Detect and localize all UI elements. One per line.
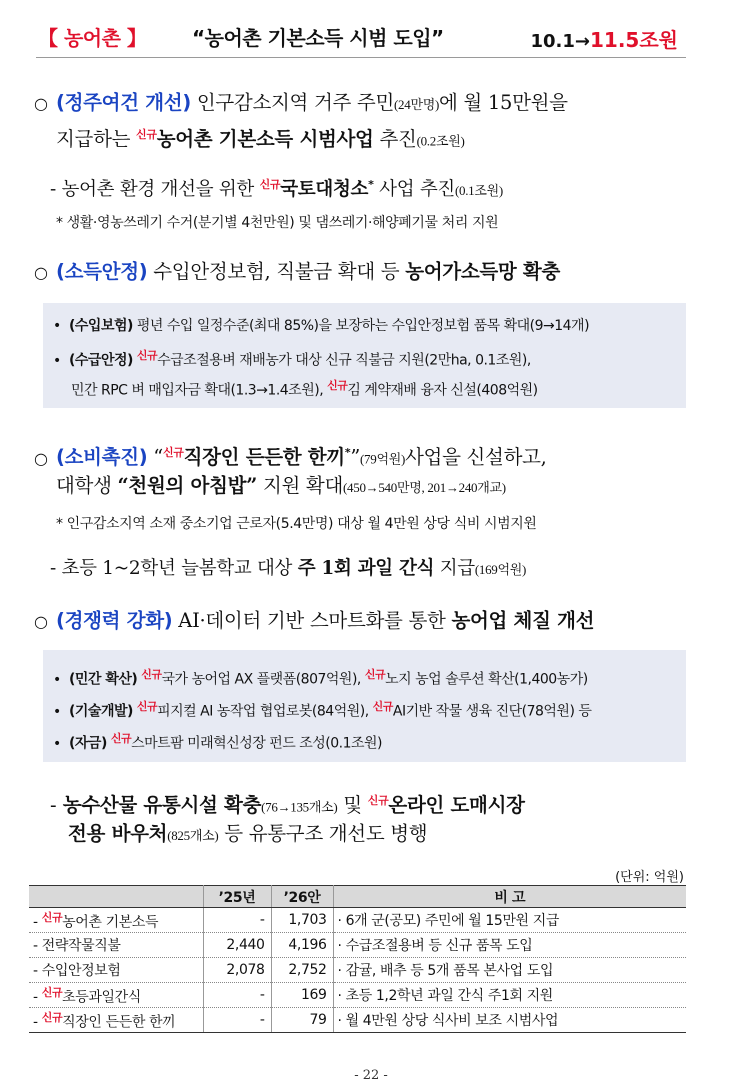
new-badge: 신규 [41, 985, 63, 999]
table-row [29, 933, 686, 958]
table-cell-remark: · 6개 군(공모) 주민에 월 15만원 지급 [333, 908, 686, 933]
section-4-text: AI·데이터 기반 스마트화를 통한 [172, 609, 452, 632]
dash-bullet: - [50, 179, 56, 201]
section-1-text-4: 추진 [373, 127, 417, 151]
table-cell-remark: · 초등 1,2학년 과일 간식 주1회 지원 [333, 983, 686, 1008]
dash-text: 초등 1~2학년 늘봄학교 대상 [55, 558, 298, 579]
table-row [29, 983, 686, 1008]
table-cell-y25: - [203, 1008, 271, 1033]
table-cell-y25: - [203, 983, 271, 1008]
bullet-dot-icon: • [53, 671, 61, 688]
new-badge: 신규 [367, 794, 389, 807]
section-1-dash [50, 170, 503, 206]
table-cell-remark: · 감귤, 배추 등 5개 품목 본사업 도입 [333, 958, 686, 983]
box-1-item-1 [53, 315, 589, 337]
table-cell-name [29, 933, 203, 958]
dash-bullet: - [50, 558, 56, 579]
section-3-line-2 [56, 471, 506, 503]
box-item-text: 평년 수입 일정수준(최대 85%)을 보장하는 수입안정보험 품목 확대(9→14개) [132, 318, 590, 334]
circle-bullet-icon: ○ [34, 263, 48, 282]
table-cell-y26: 169 [271, 983, 333, 1008]
row-name: 농어촌 기본소득 [62, 914, 159, 931]
box-item-label: (자금) [69, 735, 107, 752]
box-2-item-1 [53, 664, 588, 691]
new-badge: 신규 [327, 379, 348, 392]
bullet-dot-icon: • [53, 318, 61, 334]
new-badge: 신규 [136, 700, 158, 713]
table-header: 비 고 [333, 886, 686, 908]
table-cell-name [29, 1008, 203, 1033]
section-3-text-2: ” [350, 445, 361, 469]
table-row [29, 908, 686, 933]
section-3-line-1 [34, 438, 547, 475]
table-unit: (단위: 억원) [615, 870, 684, 885]
circle-bullet-icon: ○ [34, 448, 48, 468]
section-3-small: (79억원) [360, 451, 405, 467]
new-badge: 신규 [372, 700, 393, 713]
row-name: 초등과일간식 [62, 989, 141, 1006]
budget-table [29, 885, 686, 1033]
section-1-tag: (정주여건 개선) [56, 91, 191, 114]
box-2-item-3 [53, 728, 382, 755]
bullet-dot-icon: • [53, 352, 61, 369]
section-1-bold: 농어촌 기본소득 시범사업 [156, 127, 374, 151]
bullet-dot-icon: • [53, 703, 61, 720]
section-2-tag: (소득안정) [56, 260, 148, 283]
box-item-text: 스마트팜 미래혁신성장 펀드 조성(0.1조원) [131, 735, 383, 752]
row-prefix: - [33, 914, 38, 931]
new-badge: 신규 [41, 1010, 63, 1024]
row-prefix: - [33, 938, 38, 954]
new-badge: 신규 [141, 668, 162, 681]
section-1-text: 인구감소지역 거주 주민 [190, 91, 395, 114]
table-header: ’25년 [203, 886, 271, 908]
new-badge: 신규 [41, 910, 63, 924]
table-row [29, 1008, 686, 1033]
bullet-dot-icon: • [53, 735, 61, 752]
footnote-star: * [368, 178, 374, 191]
section-1-small-2: (0.2조원) [416, 133, 465, 149]
section-4-tag: (경쟁력 강화) [56, 609, 173, 632]
table-header-row [29, 886, 686, 908]
new-badge: 신규 [162, 446, 184, 459]
section-4-bold: 농어업 체질 개선 [451, 609, 595, 632]
section-2-line-1 [34, 257, 560, 288]
table-cell-remark: · 월 4만원 상당 식사비 보조 시범사업 [333, 1008, 686, 1033]
box-item-text-2: AI기반 작물 생육 진단(78억원) 등 [392, 703, 592, 720]
new-badge: 신규 [364, 668, 386, 681]
box-item-label: (수입보험) [69, 318, 133, 334]
box-1-item-2 [53, 345, 531, 372]
section-3-text-4: 대학생 [56, 474, 118, 497]
table-cell-name [29, 908, 203, 933]
dash-small-2: (825개소) [167, 828, 219, 843]
new-badge: 신규 [136, 349, 158, 362]
section-3-small-2: (450→540만명, 201→240개교) [343, 480, 506, 495]
new-badge: 신규 [136, 128, 157, 141]
section-4-dash-cont [68, 819, 427, 851]
dash-text-2: 등 유통구조 개선도 병행 [218, 822, 428, 845]
section-3-text: “ [147, 445, 163, 469]
new-badge: 신규 [110, 732, 132, 745]
budget-old: 10.1→ [530, 31, 590, 52]
box-item-text-2: 노지 농업 솔루션 확산(1,400농가) [385, 671, 588, 688]
dash-text-2: 사업 추진 [373, 179, 455, 201]
box-2-item-2 [53, 696, 591, 723]
table-header [29, 886, 203, 908]
section-3-tag: (소비촉진) [56, 445, 148, 469]
section-1-text-3: 지급하는 [56, 127, 137, 151]
table-cell-y25: 2,078 [203, 958, 271, 983]
highlight-box-1 [43, 303, 686, 408]
table-cell-name [29, 983, 203, 1008]
section-3-text-5: 지원 확대 [257, 474, 344, 497]
row-prefix: - [33, 989, 38, 1006]
table-cell-y26: 1,703 [271, 908, 333, 933]
section-3-text-3: 사업을 신설하고, [405, 445, 547, 469]
row-name: 수입안정보험 [37, 963, 121, 979]
budget-new: 11.5조원 [590, 28, 678, 52]
dash-small: (76→135개소) [261, 799, 338, 815]
section-1-text-2: 에 월 15만원을 [439, 91, 568, 114]
page-number: - 22 - [354, 1068, 388, 1083]
dash-bold-2: 온라인 도매시장 [388, 793, 525, 817]
box-item-label: (기술개발) [69, 703, 133, 720]
dash-small: (0.1조원) [455, 183, 503, 199]
dash-text: 및 [337, 793, 368, 817]
table-cell-y25: - [203, 908, 271, 933]
row-prefix: - [33, 963, 38, 979]
dash-text-2: 지급 [434, 558, 475, 579]
box-item-text: 피지컬 AI 농작업 협업로봇(84억원), [157, 703, 373, 720]
row-name: 직장인 든든한 한끼 [62, 1014, 176, 1031]
circle-bullet-icon: ○ [34, 94, 48, 113]
section-3-bold-2: “천원의 아침밥” [117, 474, 258, 497]
new-badge: 신규 [259, 178, 281, 191]
box-item-text: 수급조절용벼 재배농가 대상 신규 직불금 지원(2만ha, 0.1조원), [157, 352, 531, 369]
row-name: 전략작물직불 [37, 938, 121, 954]
header-title: “농어촌 기본소득 시범 도입” [192, 26, 444, 50]
circle-bullet-icon: ○ [34, 612, 48, 631]
dash-bold-3: 전용 바우처 [68, 822, 168, 845]
section-1-line-2 [56, 120, 465, 157]
section-label: 【 농어촌 】 [38, 26, 147, 50]
section-3-bold: 직장인 든든한 한끼 [183, 445, 345, 469]
dash-bold: 주 1회 과일 간식 [297, 558, 435, 579]
table-cell-y26: 79 [271, 1008, 333, 1033]
table-cell-y26: 4,196 [271, 933, 333, 958]
section-4-line-1 [34, 606, 594, 637]
table-cell-remark: · 수급조절용벼 등 신규 품목 도입 [333, 933, 686, 958]
dash-small: (169억원) [474, 562, 527, 577]
section-1-small: (24만명) [394, 97, 439, 112]
highlight-box-2 [43, 650, 686, 762]
dash-bullet: - [50, 793, 57, 817]
dash-bold: 농수산물 유통시설 확충 [56, 793, 262, 817]
table-cell-y25: 2,440 [203, 933, 271, 958]
section-3-note: * 인구감소지역 소재 중소기업 근로자(5.4만명) 대상 월 4만원 상당 식비 시범지원 [56, 516, 537, 532]
box-item-text-2: 민간 RPC 벼 매입자금 확대(1.3→1.4조원), [71, 382, 328, 399]
table-header: ’26안 [271, 886, 333, 908]
section-3-dash [50, 554, 526, 585]
row-prefix: - [33, 1014, 38, 1031]
box-1-item-2-cont [71, 375, 538, 402]
box-item-text-3: 김 계약재배 융자 신설(408억원) [347, 382, 538, 399]
table-cell-y26: 2,752 [271, 958, 333, 983]
section-1-line-1 [34, 88, 568, 120]
table-cell-name [29, 958, 203, 983]
dash-bold: 국토대청소 [280, 179, 369, 201]
dash-text: 농어촌 환경 개선을 위한 [55, 179, 260, 201]
table-row [29, 958, 686, 983]
box-item-text: 국가 농어업 AX 플랫폼(807억원), [161, 671, 365, 688]
section-2-bold: 농어가소득망 확충 [405, 260, 561, 283]
section-2-text: 수입안정보험, 직불금 확대 등 [147, 260, 406, 283]
page-header [36, 18, 686, 58]
box-item-label: (수급안정) [69, 352, 133, 369]
section-1-note: * 생활·영농쓰레기 수거(분기별 4천만원) 및 댐쓰레기·해양폐기물 처리 지원 [56, 215, 499, 231]
footnote-star: * [344, 446, 351, 459]
header-budget [531, 24, 679, 53]
box-item-label: (민간 확산) [69, 671, 138, 688]
section-4-dash [50, 786, 525, 823]
